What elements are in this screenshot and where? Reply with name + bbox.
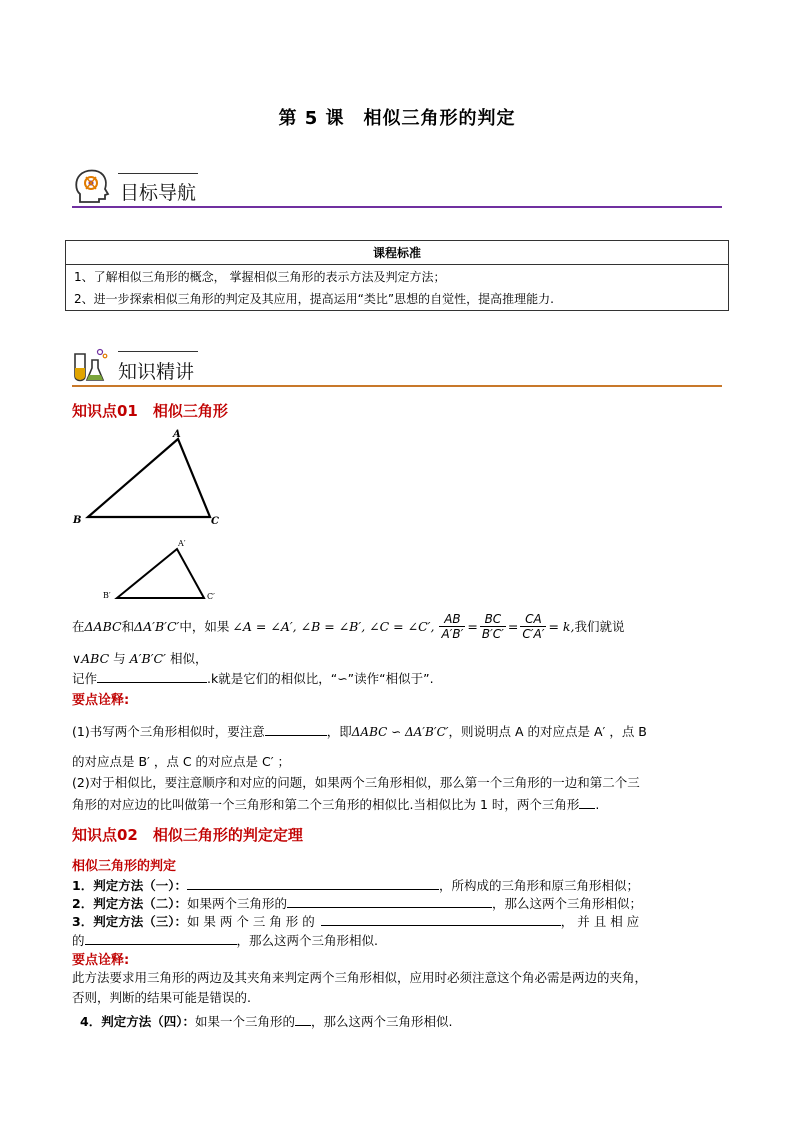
knowledge-point-2-heading: 知识点02 相似三角形的判定定理 bbox=[72, 826, 303, 844]
point-2-line-1: (2)对于相似比，要注意顺序和对应的问题，如果两个三角形相似，那么第一个三角形的一边和第二个三 bbox=[72, 775, 640, 790]
method-3-line-2 bbox=[72, 931, 378, 949]
line2-tail: 相似， bbox=[169, 651, 208, 666]
method-4-blank[interactable] bbox=[295, 1013, 311, 1026]
method-4-tail: ，那么这两个三角形相似. bbox=[310, 1014, 453, 1029]
eq-sign-2: = bbox=[507, 618, 519, 634]
section-heading-knowledge: 知识精讲 bbox=[118, 361, 195, 383]
key-points-label-1: 要点诠释: bbox=[72, 693, 130, 708]
key-points-label-2: 要点诠释: bbox=[72, 953, 130, 968]
heading-overline-2 bbox=[118, 351, 198, 352]
method-1-tail: ，所构成的三角形和原三角形相似； bbox=[438, 878, 639, 893]
method-3-text-b: ，那么这两个三角形相似. bbox=[236, 933, 378, 948]
method-3-label: 3．判定方法（三）： bbox=[72, 914, 187, 929]
method-2-blank[interactable] bbox=[287, 895, 492, 908]
ratio-bc: $\frac{BC}{B'C'}$ bbox=[481, 611, 504, 641]
method-3-mid: 如 果 两 个 三 角 形 的 bbox=[186, 914, 315, 929]
method-4-line bbox=[80, 1012, 452, 1030]
key-note-line-1: 此方法要求用三角形的两边及其夹角来判定两个三角形相似，应用时必须注意这个角必需是两边的夹角， bbox=[72, 970, 648, 985]
method-3-blank-2[interactable] bbox=[85, 932, 237, 945]
page-title: 第 5 课 相似三角形的判定 bbox=[278, 108, 516, 129]
method-2-mid: 如果两个三角形的 bbox=[186, 896, 287, 911]
eq-k: = k, bbox=[548, 618, 575, 634]
method-2-tail: ，那么这两个三角形相似； bbox=[491, 896, 642, 911]
method-3-blank[interactable] bbox=[321, 913, 561, 926]
target-nav-icon bbox=[72, 166, 112, 206]
point-1-text-a: (1)书写两个三角形相似时，要注意 bbox=[72, 724, 265, 739]
eq-sign-1: = bbox=[467, 618, 478, 634]
point-2-blank[interactable] bbox=[579, 796, 595, 809]
method-2-line bbox=[72, 894, 642, 912]
section-rule-purple bbox=[72, 206, 722, 208]
ratio-ca: $\frac{CA}{C'A'}$ bbox=[522, 611, 545, 641]
vertex-label-a: A bbox=[173, 429, 181, 440]
point-1-blank[interactable] bbox=[265, 723, 327, 736]
def-prefix: 在 bbox=[72, 619, 85, 634]
heading-overline bbox=[118, 173, 198, 174]
triangle-abc bbox=[88, 439, 210, 517]
criteria-subheading: 相似三角形的判定 bbox=[72, 859, 177, 874]
method-3-tail: ， 并 且 相 应 bbox=[560, 914, 640, 929]
method-1-line bbox=[72, 876, 639, 894]
triangle-abc-prime-figure bbox=[98, 536, 228, 606]
triangle-abc-prime bbox=[117, 549, 204, 598]
section-rule-orange bbox=[72, 385, 722, 387]
method-3-text-a: 的 bbox=[72, 933, 85, 948]
def-tail: 我们就说 bbox=[574, 619, 625, 634]
vertex-label-b: B bbox=[73, 515, 82, 526]
definition-line-2 bbox=[72, 649, 207, 667]
point-1-line bbox=[72, 722, 647, 740]
line2-triangle-2: A′B′C′ bbox=[129, 651, 166, 666]
triangle-abc-figure bbox=[70, 425, 230, 530]
standards-row-1: 1、了解相似三角形的概念， 掌握相似三角形的表示方法及判定方法； bbox=[74, 270, 446, 284]
method-3-line bbox=[72, 912, 639, 930]
ratio-ab: $\frac{AB}{A'B'}$ bbox=[441, 611, 464, 641]
def-and: 和 bbox=[121, 619, 135, 634]
standards-table bbox=[65, 240, 729, 311]
point-2-text-a: 角形的对应边的比叫做第一个三角形和第二个三角形的相似比.当相似比为 1 时，两个三角形 bbox=[72, 797, 580, 812]
def-triangle-2: ΔA′B′C′ bbox=[134, 618, 180, 634]
point-2-line-2 bbox=[72, 795, 599, 813]
method-1-label: 1．判定方法（一）： bbox=[72, 878, 187, 893]
knowledge-point-1-heading: 知识点01 相似三角形 bbox=[72, 402, 228, 420]
standards-row bbox=[66, 265, 729, 311]
key-note-line-2: 否则，判断的结果可能是错误的. bbox=[72, 990, 251, 1005]
def-mid: 中，如果 bbox=[179, 619, 230, 634]
notation-blank[interactable] bbox=[97, 670, 207, 683]
def-triangle-1: ΔABC bbox=[84, 618, 122, 634]
method-4-mid: 如果一个三角形的 bbox=[194, 1014, 295, 1029]
note-prefix: 记作 bbox=[72, 671, 98, 686]
vertex-label-a-prime: A′ bbox=[178, 539, 186, 548]
flask-icon bbox=[70, 346, 110, 386]
section-heading-target: 目标导航 bbox=[120, 182, 197, 204]
point-1-line-2: 的对应点是 B′ ，点 C 的对应点是 C′ ； bbox=[72, 754, 291, 769]
notation-line bbox=[72, 669, 434, 687]
vertex-label-b-prime: B′ bbox=[103, 591, 111, 600]
note-suffix: .k就是它们的相似比，“∽”读作“相似于”. bbox=[207, 671, 434, 686]
point-2-text-b: . bbox=[595, 797, 600, 812]
line2-triangle-1: ∨ABC bbox=[72, 651, 110, 666]
line2-and: 与 bbox=[113, 651, 126, 666]
point-1-expression: ΔABC ∽ ΔA′B′C′ bbox=[351, 725, 449, 739]
standards-header: 课程标准 bbox=[66, 241, 729, 265]
vertex-label-c-prime: C′ bbox=[207, 592, 215, 601]
method-4-label: 4．判定方法（四）： bbox=[80, 1014, 195, 1029]
vertex-label-c: C bbox=[211, 516, 219, 527]
point-1-text-c: ，则说明点 A 的对应点是 A′ ，点 B bbox=[448, 724, 647, 739]
def-angles: ∠A = ∠A′, ∠B = ∠B′, ∠C = ∠C′, bbox=[232, 618, 435, 634]
method-2-label: 2．判定方法（二）： bbox=[72, 896, 187, 911]
definition-line bbox=[72, 606, 624, 646]
method-1-blank[interactable] bbox=[187, 877, 439, 890]
standards-row-2: 2、进一步探索相似三角形的判定及其应用，提高运用“类比”思想的自觉性，提高推理能力. bbox=[74, 292, 554, 306]
point-1-text-b: ，即 bbox=[326, 724, 352, 739]
